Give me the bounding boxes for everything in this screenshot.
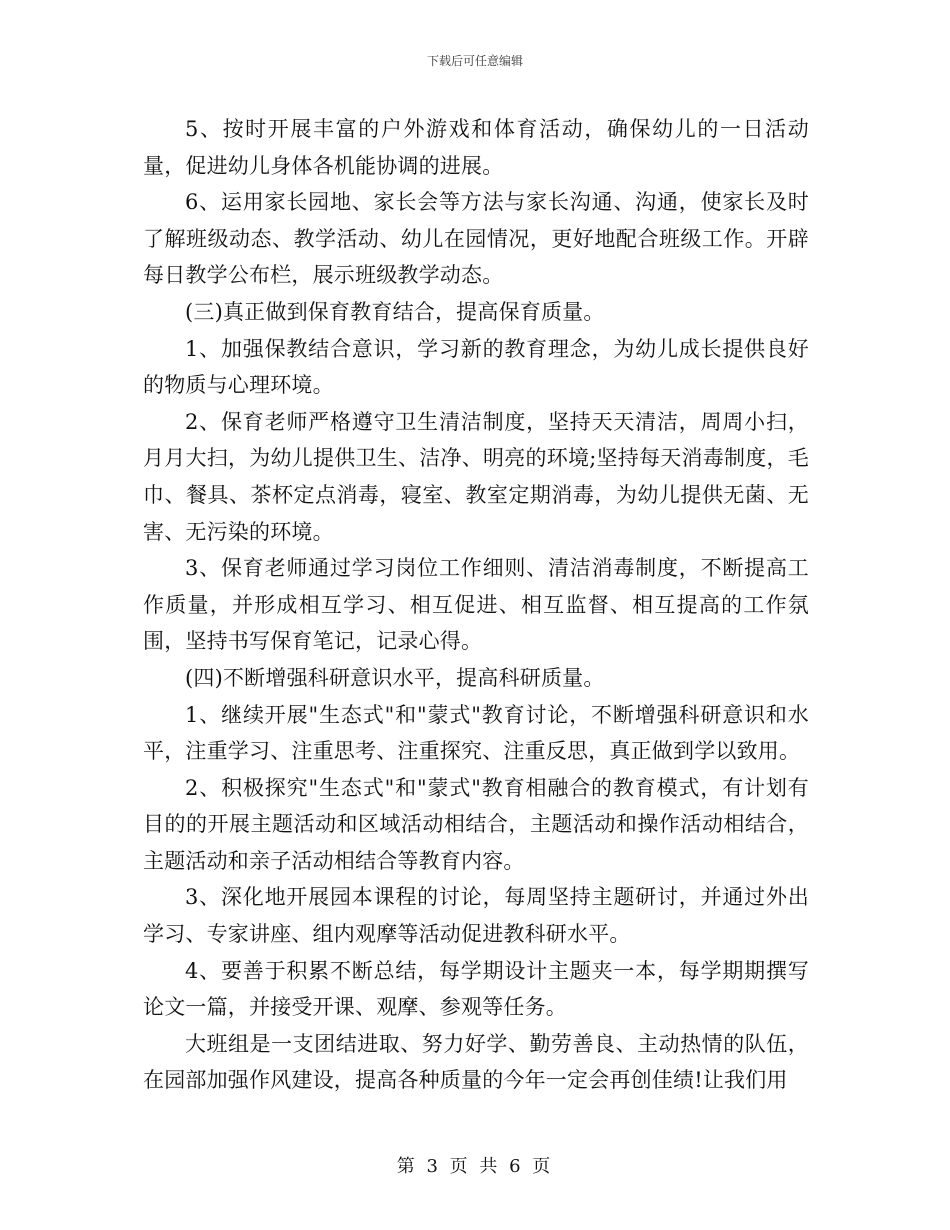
page-total: 6 xyxy=(509,1156,524,1177)
paragraph-3-2: 2、保育老师严格遵守卫生清洁制度，坚持天天清洁，周周小扫，月月大扫，为幼儿提供卫生、洁净、明亮的环境;坚持每天消毒制度，毛巾、餐具、茶杯定点消毒，寝室、教室定期消毒，为幼儿提供无菌、无害、无污染的环境。 xyxy=(143,409,809,544)
section-heading-3: (三)真正做到保育教育结合，提高保育质量。 xyxy=(185,299,605,324)
footer-middle: 页 共 xyxy=(449,1156,501,1177)
paragraph-4-2: 2、积极探究"生态式"和"蒙式"教育相融合的教育模式，有计划有目的的开展主题活动和区域活动相结合，主题活动和操作活动相结合，主题活动和亲子活动相结合等教育内容。 xyxy=(143,775,809,873)
page-footer xyxy=(0,1152,950,1178)
paragraph-3-1: 1、加强保教结合意识，学习新的教育理念，为幼儿成长提供良好的物质与心理环境。 xyxy=(143,336,809,398)
page-header: 下载后可任意编辑 xyxy=(426,54,523,68)
footer-suffix: 页 xyxy=(532,1156,554,1177)
paragraph-3-3: 3、保育老师通过学习岗位工作细则、清洁消毒制度，不断提高工作质量，并形成相互学习、相互促进、相互监督、相互提高的工作氛围，坚持书写保育笔记，记录心得。 xyxy=(143,556,809,654)
paragraph-4-4: 4、要善于积累不断总结，每学期设计主题夹一本，每学期期撰写论文一篇，并接受开课、观摩、参观等任务。 xyxy=(143,958,809,1020)
page-number: 3 xyxy=(426,1156,441,1177)
paragraph-4-3: 3、深化地开展园本课程的讨论，每周坚持主题研讨，并通过外出学习、专家讲座、组内观摩等活动促进教科研水平。 xyxy=(143,885,809,947)
section-heading-4: (四)不断增强科研意识水平，提高科研质量。 xyxy=(185,665,605,690)
paragraph-item-6: 6、运用家长园地、家长会等方法与家长沟通、沟通，使家长及时了解班级动态、教学活动、幼儿在园情况，更好地配合班级工作。开辟每日教学公布栏，展示班级教学动态。 xyxy=(143,190,809,288)
paragraph-item-5: 5、按时开展丰富的户外游戏和体育活动，确保幼儿的一日活动量，促进幼儿身体各机能协调的进展。 xyxy=(143,117,809,178)
footer-prefix: 第 xyxy=(396,1156,418,1177)
paragraph-4-1: 1、继续开展"生态式"和"蒙式"教育讨论，不断增强科研意识和水平，注重学习、注重思考、注重探究、注重反思，真正做到学以致用。 xyxy=(143,702,809,764)
document-body xyxy=(143,111,809,1099)
paragraph-closing: 大班组是一支团结进取、努力好学、勤劳善良、主动热情的队伍，在园部加强作风建设，提高各种质量的今年一定会再创佳绩!让我们用 xyxy=(143,1031,809,1093)
